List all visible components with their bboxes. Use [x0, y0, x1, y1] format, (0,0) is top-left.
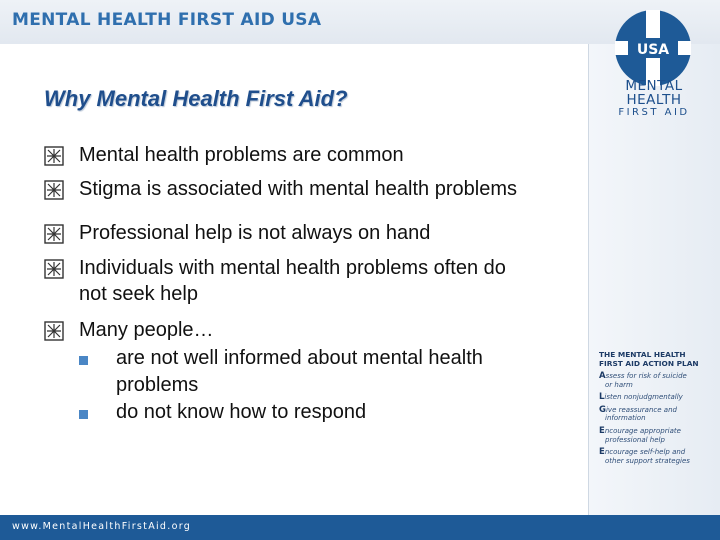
action-step-text: isten nonjudgmentally [604, 393, 683, 402]
sub-bullet-line: are not well informed about mental health [116, 347, 483, 369]
action-step-text-line2: or harm [605, 380, 633, 389]
action-plan-title-line: FIRST AID ACTION PLAN [599, 359, 699, 368]
action-step-text-line2: information [605, 414, 646, 423]
bullet-text: Mental health problems are common [79, 144, 404, 166]
sub-bullet-text [116, 345, 536, 399]
square-bullet-icon [79, 410, 88, 419]
bullet-text-line: Individuals with mental health problems often do [79, 257, 506, 279]
mhfa-logo-icon [613, 8, 693, 88]
bullet-text-line: not seek help [79, 283, 198, 305]
action-step-text-line2: professional help [605, 435, 665, 444]
slide-title: Why Mental Health First Aid? [44, 86, 348, 111]
footer-url: www.MentalHealthFirstAid.org [12, 521, 192, 532]
action-step-text: ncourage appropriate [604, 426, 681, 435]
action-plan-step [599, 448, 717, 465]
footer-bar [0, 515, 720, 540]
logo-wordmark [594, 80, 714, 118]
bullet-text: Many people… [79, 319, 214, 341]
action-plan-step [599, 406, 717, 423]
action-step-text: ssess for risk of suicide [605, 372, 687, 380]
bullet-text [79, 255, 579, 307]
logo-word-mental: MENTAL [625, 78, 683, 94]
action-step-text: ive reassurance and [605, 405, 677, 414]
top-banner [0, 0, 720, 44]
action-step-initial: L [599, 392, 605, 403]
logo-badge-text: USA [636, 42, 670, 58]
sub-bullet-line: problems [116, 374, 199, 396]
action-step-text: ncourage self-help and [604, 448, 686, 457]
action-plan-title [599, 350, 717, 368]
checkbox-bullet-icon [44, 180, 64, 200]
action-plan-step [599, 427, 717, 444]
logo-word-first-aid: FIRST AID [618, 107, 690, 118]
action-step-text-line2: other support strategies [605, 456, 690, 465]
action-step-initial: A [599, 371, 606, 381]
checkbox-bullet-icon [44, 321, 64, 341]
action-plan-step [599, 393, 717, 402]
org-title: MENTAL HEALTH FIRST AID USA [12, 10, 322, 30]
action-plan-title-line: THE MENTAL HEALTH [599, 350, 686, 359]
action-step-initial: G [599, 404, 606, 415]
action-plan-step [599, 372, 717, 389]
checkbox-bullet-icon [44, 146, 64, 166]
logo-word-health: HEALTH [626, 91, 682, 108]
action-step-initial: E [599, 447, 605, 458]
bullet-text: Professional help is not always on hand [79, 222, 431, 244]
bullet-text: Stigma is associated with mental health problems [79, 178, 517, 200]
checkbox-bullet-icon [44, 259, 64, 279]
action-step-initial: E [599, 425, 605, 436]
action-plan [599, 350, 717, 465]
square-bullet-icon [79, 356, 88, 365]
checkbox-bullet-icon [44, 224, 64, 244]
sub-bullet-text: do not know how to respond [116, 401, 367, 423]
